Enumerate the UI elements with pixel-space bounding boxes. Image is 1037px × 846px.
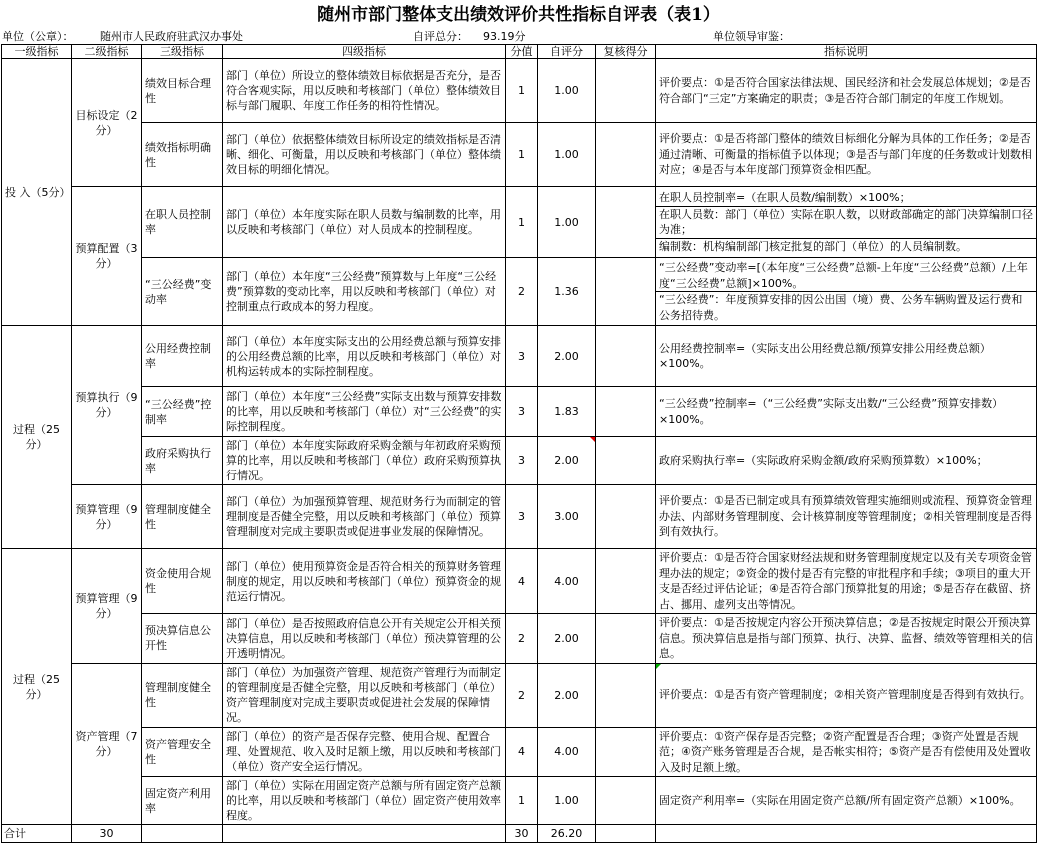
- self-score-cell: 2.00: [538, 614, 596, 664]
- explanation-cell: 评价要点：①是否将部门整体的绩效目标细化分解为具体的工作任务；②是否通过清晰、可衡量的指标值予以体现；③是否与部门年度的任务数或计划数相对应；④是否与本年度部门预算资金相匹配。: [656, 123, 1037, 187]
- self-score-cell: 1.00: [538, 59, 596, 123]
- comment-marker-icon: [590, 437, 595, 442]
- self-score-cell: 4.00: [538, 549, 596, 614]
- explanation-cell: [656, 258, 1037, 326]
- review-cell: [596, 663, 656, 727]
- table-row: [2, 187, 1037, 258]
- review-cell: [596, 59, 656, 123]
- score-cell: 1: [506, 123, 538, 187]
- explanation-line: 在职人员数：部门（单位）实际在职人数，以财政部确定的部门决算编制口径为准；: [656, 207, 1036, 239]
- score-cell: 4: [506, 727, 538, 777]
- level4-cell: 部门（单位）的资产是否保存完整、使用合规、配置合理、处置规范、收入及时足额上缴，用以反映和考核部门（单位）资产安全运行情况。: [223, 727, 506, 777]
- explanation-cell: [656, 663, 1037, 727]
- explanation-cell: 评价要点：①是否符合国家法律法规、国民经济和社会发展总体规划；②是否符合部门“三定”方案确定的职责；③是否符合部门制定的年度工作规划。: [656, 59, 1037, 123]
- level4-cell: 部门（单位）本年度实际在职人员数与编制数的比率，用以反映和考核部门（单位）对人员成本的控制程度。: [223, 187, 506, 258]
- level4-cell: 部门（单位）本年度实际支出的公用经费总额与预算安排的公用经费总额的比率，用以反映和考核部门（单位）对机构运转成本的实际控制程度。: [223, 326, 506, 387]
- level3-cell: 管理制度健全性: [142, 485, 223, 549]
- level4-cell: 部门（单位）为加强资产管理、规范资产管理行为而制定的管理制度是否健全完整，用以反映和考核部门（单位）资产管理制度对完成主要职责或促进社会发展的保障情况。: [223, 663, 506, 727]
- review-cell: [596, 387, 656, 437]
- self-score-cell: [538, 437, 596, 485]
- review-cell: [596, 777, 656, 825]
- total-value: 93.19分: [483, 30, 526, 43]
- explanation-cell: 评价要点：①是否符合国家财经法规和财务管理制度规定以及有关专项资金管理办法的规定；②资金的拨付是否有完整的审批程序和手续；③项目的重大开支是否经过评估论证；④是否符合部门预算批复的用途；⑤是否存在截留、挤占、挪用、虚列支出等情况。: [656, 549, 1037, 614]
- explanation-line: 在职人员控制率=（在职人员数/编制数）×100%；: [656, 190, 1036, 207]
- header-cell: 三级指标: [142, 45, 223, 59]
- level3-cell: 公用经费控制率: [142, 326, 223, 387]
- header-cell: 指标说明: [656, 45, 1037, 59]
- level4-cell: 部门（单位）实际在用固定资产总额与所有固定资产总额的比率，用以反映和考核部门（单位）固定资产使用效率程度。: [223, 777, 506, 825]
- level1-cell: 过程（25分）: [2, 549, 72, 825]
- total-empty-cell: [223, 825, 506, 843]
- level3-text: 管理制度健全性: [145, 681, 211, 709]
- level3-cell: 预决算信息公开性: [142, 614, 223, 664]
- info-bar: [0, 30, 1037, 44]
- page-title: 随州市部门整体支出绩效评价共性指标自评表（表1）: [317, 5, 720, 25]
- table-row: [2, 485, 1037, 549]
- unit-name: 随州市人民政府驻武汉办事处: [100, 30, 243, 43]
- self-score-cell: 4.00: [538, 727, 596, 777]
- level4-cell: 部门（单位）本年度“三公经费”实际支出数与预算安排数的比率，用以反映和考核部门（单位）对“三公经费”的实际控制程度。: [223, 387, 506, 437]
- level3-cell: 绩效指标明确性: [142, 123, 223, 187]
- total-label: 自评总分：: [413, 30, 468, 43]
- total-empty-cell: [142, 825, 223, 843]
- explanation-cell: “三公经费”控制率=（“三公经费”实际支出数/“三公经费”预算安排数）×100%。: [656, 387, 1037, 437]
- header-row: [2, 45, 1037, 59]
- level2-cell: 预算管理（9分）: [72, 485, 142, 549]
- explanation-cell: 评价要点：①是否已制定或具有预算绩效管理实施细则或流程、预算资金管理办法、内部财务管理制度、会计核算制度等管理制度；②相关管理制度是否得到有效执行。: [656, 485, 1037, 549]
- level2-cell: 资产管理（7分）: [72, 663, 142, 825]
- self-score-cell: 1.00: [538, 123, 596, 187]
- level2-cell: 预算配置（3分）: [72, 187, 142, 326]
- review-cell: [596, 727, 656, 777]
- level3-cell: “三公经费”控制率: [142, 387, 223, 437]
- review-cell: [596, 437, 656, 485]
- review-cell: [596, 326, 656, 387]
- score-cell: 1: [506, 777, 538, 825]
- level2-cell: 预算管理（9分）: [72, 549, 142, 664]
- self-score-cell: 3.00: [538, 485, 596, 549]
- table-row: [2, 59, 1037, 123]
- level4-cell: 部门（单位）依据整体绩效目标所设定的绩效指标是否清晰、细化、可衡量，用以反映和考核部门（单位）整体绩效目标的明细化情况。: [223, 123, 506, 187]
- explanation-cell: 政府采购执行率=（实际政府采购金额/政府采购预算数）×100%；: [656, 437, 1037, 485]
- header-cell: 自评分: [538, 45, 596, 59]
- review-cell: [596, 549, 656, 614]
- leader-label: 单位领导审鉴：: [713, 30, 790, 43]
- table-row: [2, 614, 1037, 664]
- review-cell: [596, 123, 656, 187]
- score-cell: 4: [506, 549, 538, 614]
- level4-cell: 部门（单位）所设立的整体绩效目标依据是否充分，是否符合客观实际，用以反映和考核部门（单位）整体绩效目标与部门履职、年度工作任务的相符性情况。: [223, 59, 506, 123]
- level3-cell: 在职人员控制率: [142, 187, 223, 258]
- explanation-text: 评价要点：①是否有资产管理制度；②相关资产管理制度是否得到有效执行。: [659, 688, 1031, 702]
- level4-cell: 部门（单位）本年度“三公经费”预算数与上年度“三公经费”预算数的变动比率，用以反映和考核部门（单位）对控制重点行政成本的努力程度。: [223, 258, 506, 326]
- review-cell: [596, 187, 656, 258]
- header-cell: 二级指标: [72, 45, 142, 59]
- score-cell: 3: [506, 485, 538, 549]
- level1-cell: 过程（25分）: [2, 326, 72, 549]
- explanation-cell: 评价要点：①是否按规定内容公开预决算信息；②是否按规定时限公开预决算信息。预决算信息是指与部门预算、执行、决算、监督、绩效等管理相关的信息。: [656, 614, 1037, 664]
- explanation-line: “三公经费”变动率=[（本年度“三公经费”总额-上年度“三公经费”总额）/上年度“三公经费”总额]×100%。: [656, 260, 1036, 292]
- total-score: 30: [506, 825, 538, 843]
- self-score-cell: 1.36: [538, 258, 596, 326]
- score-cell: 1: [506, 59, 538, 123]
- total-self-score: 26.20: [538, 825, 596, 843]
- level3-cell: 绩效目标合理性: [142, 59, 223, 123]
- table-row: [2, 663, 1037, 727]
- level2-cell: 目标设定（2分）: [72, 59, 142, 187]
- explanation-cell: 评价要点：①资产保存是否完整；②资产配置是否合理；③资产处置是否规范；④资产账务管理是否合规，是否帐实相符；⑤资产是否有偿使用及处置收入及时足额上缴。: [656, 727, 1037, 777]
- table-row: [2, 437, 1037, 485]
- level3-cell: “三公经费”变动率: [142, 258, 223, 326]
- total-empty-cell: [596, 825, 656, 843]
- level3-cell: 政府采购执行率: [142, 437, 223, 485]
- indicator-table: [1, 44, 1037, 843]
- level4-cell: 部门（单位）本年度实际政府采购金额与年初政府采购预算的比率，用以反映和考核部门（单位）政府采购预算执行情况。: [223, 437, 506, 485]
- score-cell: 3: [506, 326, 538, 387]
- level1-cell: 投 入（5分）: [2, 59, 72, 326]
- table-row: [2, 727, 1037, 777]
- self-score-cell: 1.83: [538, 387, 596, 437]
- explanation-line: 编制数：机构编制部门核定批复的部门（单位）的人员编制数。: [659, 239, 967, 253]
- explanation-cell: 固定资产利用率=（实际在用固定资产总额/所有固定资产总额）×100%。: [656, 777, 1037, 825]
- review-cell: [596, 485, 656, 549]
- self-score-cell: 2.00: [538, 326, 596, 387]
- total-row: [2, 825, 1037, 843]
- score-cell: 2: [506, 663, 538, 727]
- table-row: [2, 387, 1037, 437]
- review-cell: [596, 614, 656, 664]
- level4-cell: 部门（单位）为加强预算管理、规范财务行为而制定的管理制度是否健全完整，用以反映和考核部门（单位）预算管理制度对完成主要职责或促进事业发展的保障情况。: [223, 485, 506, 549]
- review-cell: [596, 258, 656, 326]
- explanation-cell: 公用经费控制率=（实际支出公用经费总额/预算安排公用经费总额）×100%。: [656, 326, 1037, 387]
- level4-cell: 部门（单位）是否按照政府信息公开有关规定公开相关预决算信息，用以反映和考核部门（单位）预决算管理的公开透明情况。: [223, 614, 506, 664]
- level2-cell: 预算执行（9分）: [72, 326, 142, 485]
- score-cell: 3: [506, 437, 538, 485]
- explanation-line: “三公经费”：年度预算安排的因公出国（境）费、公务车辆购置及运行费和公务招待费。: [659, 293, 1023, 322]
- unit-label: 单位（公章）：: [2, 30, 74, 43]
- total-empty-cell: [656, 825, 1037, 843]
- header-cell: 分值: [506, 45, 538, 59]
- level3-cell: 资产管理安全性: [142, 727, 223, 777]
- level3-cell: 固定资产利用率: [142, 777, 223, 825]
- table-row: [2, 258, 1037, 326]
- header-cell: 四级指标: [223, 45, 506, 59]
- comment-marker-icon: [656, 664, 661, 669]
- total-label: 合计: [2, 825, 72, 843]
- level4-cell: 部门（单位）使用预算资金是否符合相关的预算财务管理制度的规定，用以反映和考核部门（单位）预算资金的规范运行情况。: [223, 549, 506, 614]
- total-level2: 30: [72, 825, 142, 843]
- score-cell: 2: [506, 258, 538, 326]
- level3-cell: [142, 663, 223, 727]
- self-score-value: 2.00: [554, 454, 579, 467]
- score-cell: 1: [506, 187, 538, 258]
- score-cell: 3: [506, 387, 538, 437]
- self-score-cell: 1.00: [538, 777, 596, 825]
- explanation-cell: [656, 187, 1037, 258]
- header-cell: 复核得分: [596, 45, 656, 59]
- header-cell: 一级指标: [2, 45, 72, 59]
- level3-cell: 资金使用合规性: [142, 549, 223, 614]
- table-row: [2, 777, 1037, 825]
- self-score-cell: 1.00: [538, 187, 596, 258]
- table-row: [2, 549, 1037, 614]
- table-row: [2, 326, 1037, 387]
- score-cell: 2: [506, 614, 538, 664]
- table-row: [2, 123, 1037, 187]
- self-score-cell: 2.00: [538, 663, 596, 727]
